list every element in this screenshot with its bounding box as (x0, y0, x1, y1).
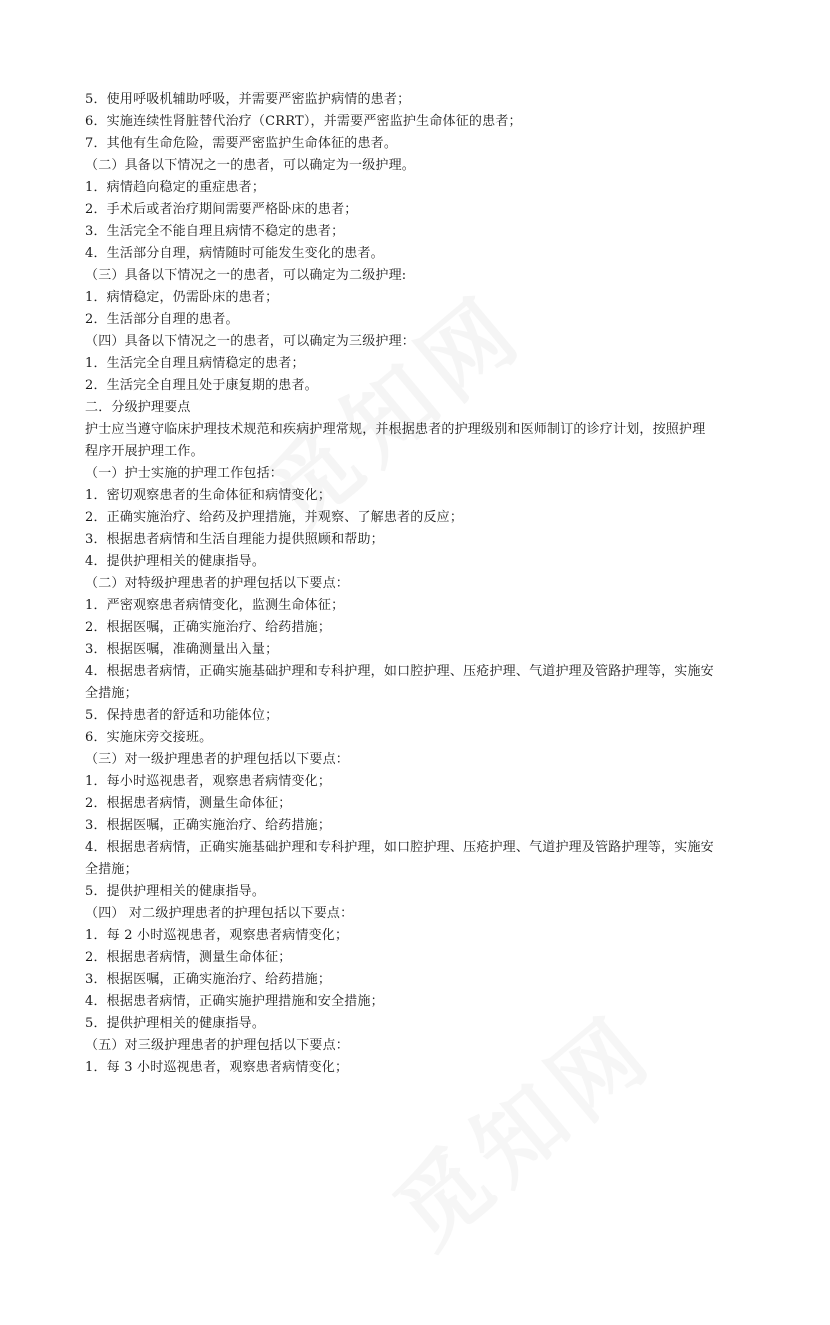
text-line: 全措施； (85, 686, 138, 701)
paragraph-line: 程序开展护理工作。 (85, 444, 204, 459)
text-line: 1．严密观察患者病情变化，监测生命体征； (85, 598, 345, 613)
text-line: 4．提供护理相关的健康指导。 (85, 554, 266, 569)
text-line: 2．手术后或者治疗期间需要严格卧床的患者； (85, 202, 358, 217)
text-line: 4．生活部分自理，病情随时可能发生变化的患者。 (85, 246, 384, 261)
text-line: 5．提供护理相关的健康指导。 (85, 1016, 266, 1031)
text-line: 5．保持患者的舒适和功能体位； (85, 708, 279, 723)
text-line: 2．根据医嘱，正确实施治疗、给药措施； (85, 620, 332, 635)
text-line: 5．使用呼吸机辅助呼吸，并需要严密监护病情的患者； (85, 92, 411, 107)
text-line: 1．每 3 小时巡视患者，观察患者病情变化； (85, 1060, 349, 1075)
section-heading: （二）具备以下情况之一的患者，可以确定为一级护理。 (85, 158, 416, 173)
text-line: 1．病情趋向稳定的重症患者； (85, 180, 266, 195)
document-body (85, 89, 745, 1079)
section-heading: （四）具备以下情况之一的患者，可以确定为三级护理： (85, 334, 416, 349)
text-line: 2．根据患者病情，测量生命体征； (85, 796, 292, 811)
section-heading: （四） 对二级护理患者的护理包括以下要点： (85, 906, 354, 921)
text-line: 3．根据医嘱，正确实施治疗、给药措施； (85, 818, 332, 833)
text-line: 3．根据患者病情和生活自理能力提供照顾和帮助； (85, 532, 384, 547)
section-heading: （三）具备以下情况之一的患者，可以确定为二级护理: (85, 268, 407, 283)
chapter-heading: 二．分级护理要点 (85, 400, 191, 415)
text-line: 2．生活部分自理的患者。 (85, 312, 239, 327)
paragraph-line: 护士应当遵守临床护理技术规范和疾病护理常规，并根据患者的护理级别和医师制订的诊疗计划，按照护理 (85, 422, 706, 437)
text-line: 6．实施连续性肾脏替代治疗（CRRT），并需要严密监护生命体征的患者； (85, 114, 522, 129)
text-line: 5．提供护理相关的健康指导。 (85, 884, 266, 899)
section-heading: （三）对一级护理患者的护理包括以下要点： (85, 752, 350, 767)
text-line: 7．其他有生命危险，需要严密监护生命体征的患者。 (85, 136, 398, 151)
text-line: 全措施； (85, 862, 138, 877)
text-line: 3．根据医嘱，准确测量出入量； (85, 642, 279, 657)
text-line: 1．生活完全自理且病情稳定的患者； (85, 356, 305, 371)
text-line: 1．病情稳定，仍需卧床的患者； (85, 290, 279, 305)
text-line: 1．每小时巡视患者，观察患者病情变化； (85, 774, 332, 789)
text-line: 3．生活完全不能自理且病情不稳定的患者； (85, 224, 345, 239)
text-line: 1．密切观察患者的生命体征和病情变化； (85, 488, 332, 503)
text-line: 2．正确实施治疗、给药及护理措施，并观察、了解患者的反应； (85, 510, 464, 525)
text-line: 4．根据患者病情，正确实施基础护理和专科护理，如口腔护理、压疮护理、气道护理及管路护理等，实施安 (85, 840, 714, 855)
text-line: 2．生活完全自理且处于康复期的患者。 (85, 378, 318, 393)
section-heading: （一）护士实施的护理工作包括： (85, 466, 284, 481)
text-line: 6．实施床旁交接班。 (85, 730, 213, 745)
text-line: 2．根据患者病情，测量生命体征； (85, 950, 292, 965)
text-line: 3．根据医嘱，正确实施治疗、给药措施； (85, 972, 332, 987)
section-heading: （五）对三级护理患者的护理包括以下要点： (85, 1038, 350, 1053)
text-line: 1．每 2 小时巡视患者，观察患者病情变化； (85, 928, 349, 943)
text-line: 4．根据患者病情，正确实施护理措施和安全措施； (85, 994, 384, 1009)
text-line: 4．根据患者病情，正确实施基础护理和专科护理，如口腔护理、压疮护理、气道护理及管路护理等，实施安 (85, 664, 714, 679)
section-heading: （二）对特级护理患者的护理包括以下要点： (85, 576, 350, 591)
